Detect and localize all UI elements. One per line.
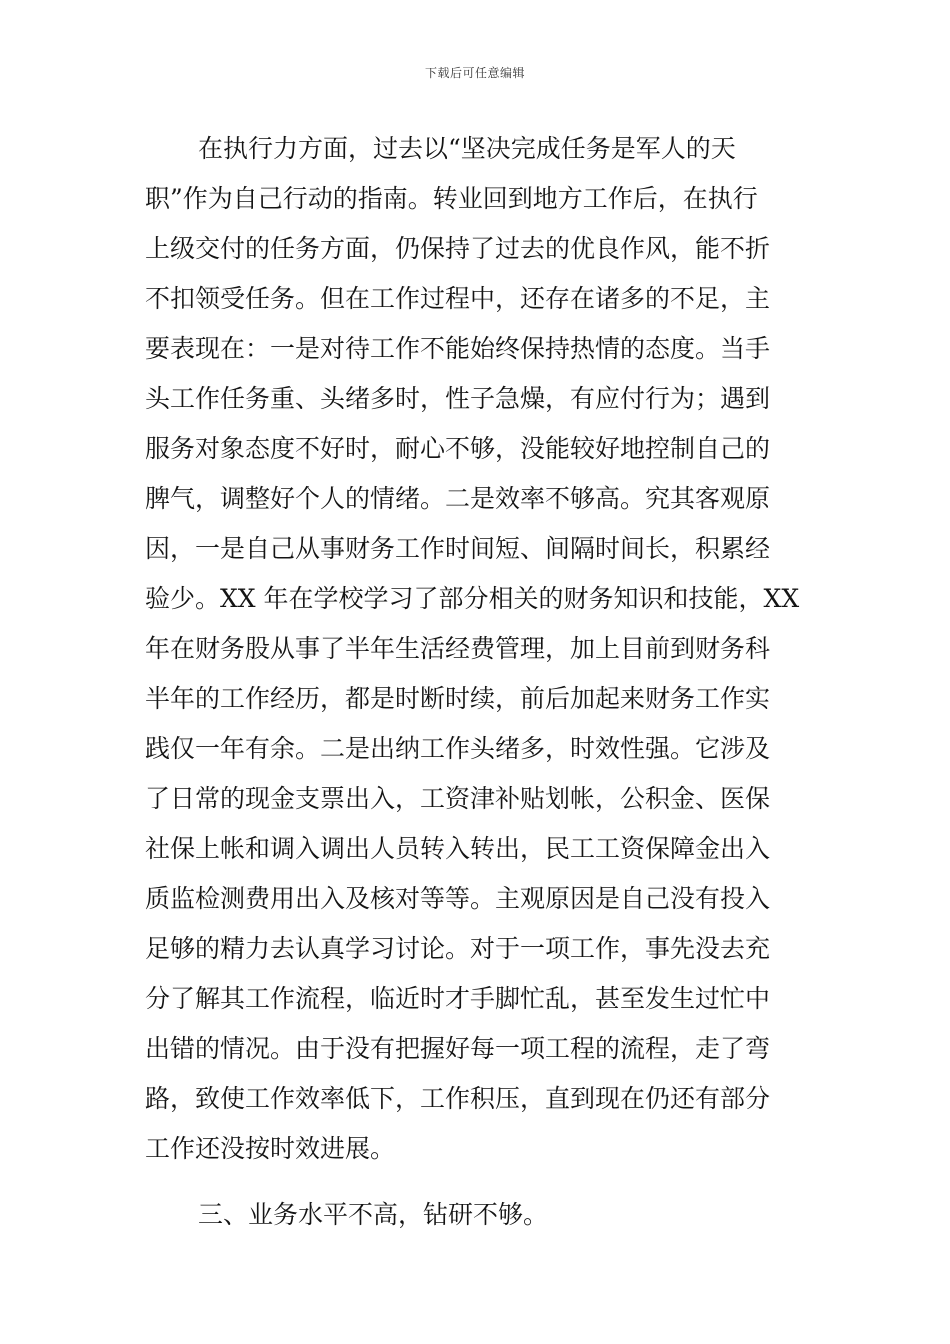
paragraph-gap xyxy=(145,1174,810,1190)
paragraph-line: 脾气，调整好个人的情绪。二是效率不够高。究其客观原 xyxy=(145,484,771,513)
paragraph-line: 在执行力方面，过去以“坚决完成任务是军人的天 xyxy=(198,134,736,163)
paragraph-line: 足够的精力去认真学习讨论。对于一项工作，事先没去充 xyxy=(145,934,771,963)
paragraph-line: 了日常的现金支票出入，工资津补贴划帐，公积金、医保 xyxy=(145,784,771,813)
paragraph-line: 践仅一年有余。二是出纳工作头绪多，时效性强。它涉及 xyxy=(145,734,771,763)
document-body xyxy=(145,124,810,1240)
paragraph-line: 工作还没按时效进展。 xyxy=(145,1134,396,1163)
paragraph-line: 上级交付的任务方面，仍保持了过去的优良作风，能不折 xyxy=(145,234,771,263)
paragraph-line: 路，致使工作效率低下，工作积压，直到现在仍还有部分 xyxy=(145,1084,771,1113)
paragraph-line: 头工作任务重、头绪多时，性子急燥，有应付行为；遇到 xyxy=(145,384,771,413)
paragraph-line: 出错的情况。由于没有把握好每一项工程的流程，走了弯 xyxy=(145,1034,771,1063)
paragraph-line: 服务对象态度不好时，耐心不够，没能较好地控制自己的 xyxy=(145,434,771,463)
paragraph-line: 分了解其工作流程，临近时才手脚忙乱，甚至发生过忙中 xyxy=(145,984,771,1013)
paragraph-line: 质监检测费用出入及核对等等。主观原因是自己没有投入 xyxy=(145,884,771,913)
paragraph-line: 半年的工作经历，都是时断时续，前后加起来财务工作实 xyxy=(145,684,771,713)
paragraph-line: 职”作为自己行动的指南。转业回到地方工作后，在执行 xyxy=(145,184,758,213)
paragraph-line: 不扣领受任务。但在工作过程中，还存在诸多的不足，主 xyxy=(145,284,771,313)
section-heading: 三、业务水平不高，钻研不够。 xyxy=(198,1200,549,1229)
paragraph-line: 验少。XX 年在学校学习了部分相关的财务知识和技能，XX xyxy=(145,584,800,613)
paragraph-line: 社保上帐和调入调出人员转入转出，民工工资保障金出入 xyxy=(145,834,771,863)
paragraph-line: 要表现在：一是对待工作不能始终保持热情的态度。当手 xyxy=(145,334,771,363)
paragraph-line: 因，一是自己从事财务工作时间短、间隔时间长，积累经 xyxy=(145,534,771,563)
header-note: 下载后可任意编辑 xyxy=(424,66,525,80)
paragraph-line: 年在财务股从事了半年生活经费管理，加上目前到财务科 xyxy=(145,634,771,663)
